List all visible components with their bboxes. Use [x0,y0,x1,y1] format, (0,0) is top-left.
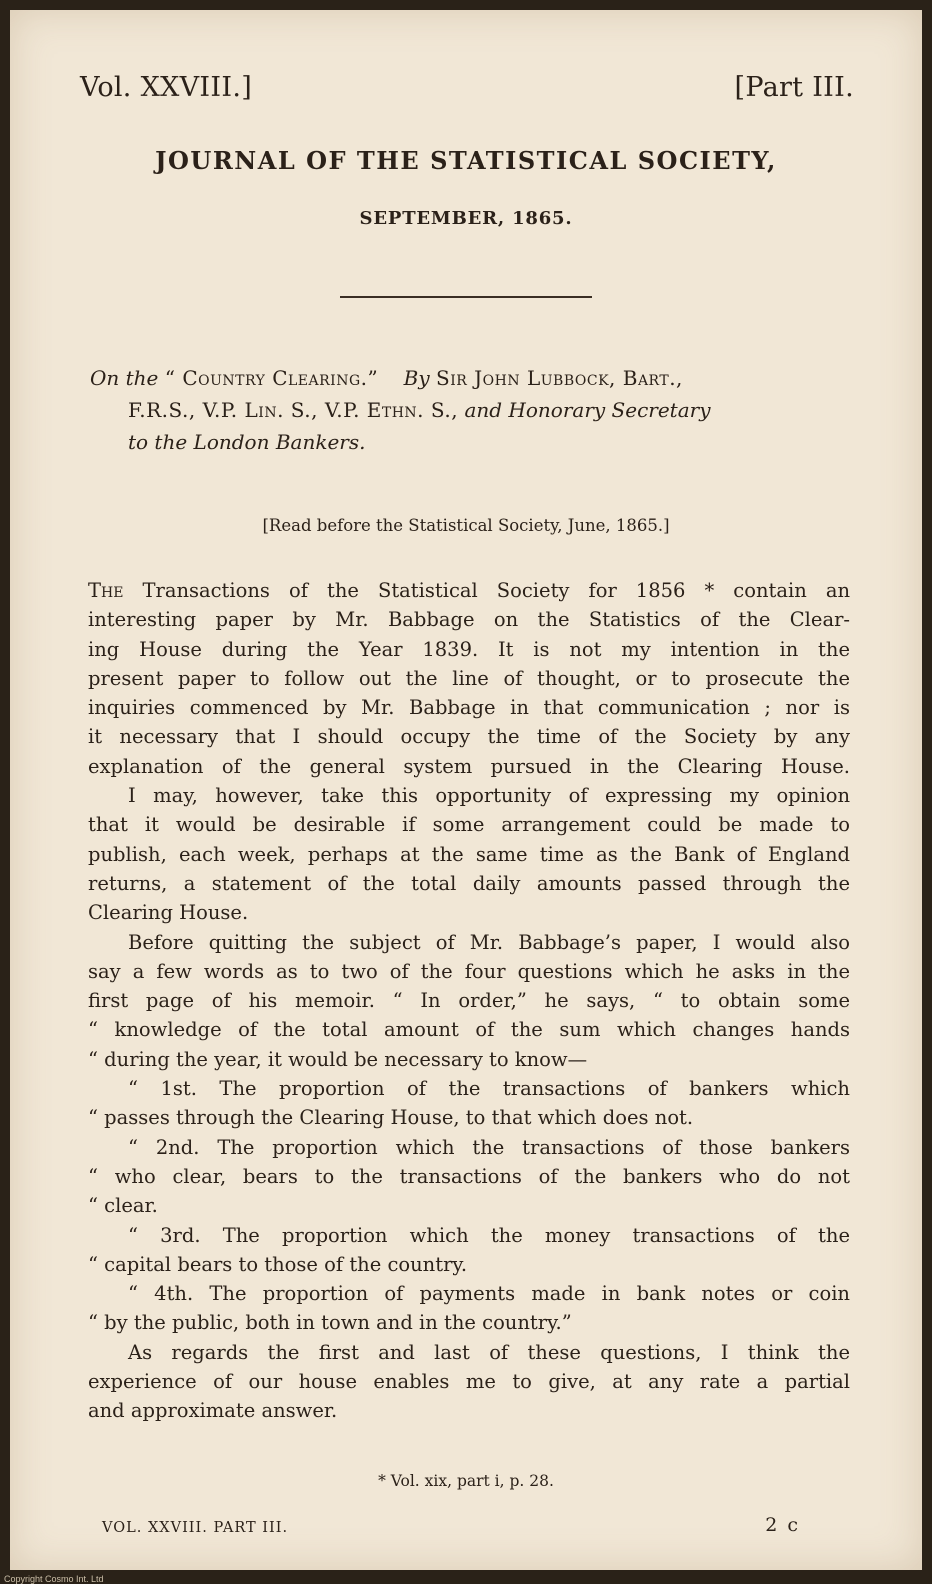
body-line: ing House during the Year 1839. It is not my intention in the [88,637,850,661]
heading-on-the: On the [90,366,159,390]
body-line: say a few words as to two of the four questions which he asks in the [88,959,850,983]
author-name: Sir John Lubbock, Bart., [436,366,683,390]
journal-title: JOURNAL OF THE STATISTICAL SOCIETY, [155,146,777,175]
body-line: inquiries commenced by Mr. Babbage in that communication ; nor is [88,696,850,720]
first-word: The [88,579,124,602]
body-line: “ by the public, both in town and in the country.” [88,1311,572,1335]
page-signature: VOL. XXVIII. PART III. [102,1520,289,1536]
body-line: “ clear. [88,1194,158,1218]
body-line: Clearing House. [88,901,249,925]
body-line: experience of our house enables me to give, at any rate a partial [88,1370,850,1394]
read-note: [Read before the Statistical Society, June, 1865.] [262,516,670,535]
body-line: I may, however, take this opportunity of expressing my opinion [128,784,850,808]
journal-date: SEPTEMBER, 1865. [359,208,573,229]
journal-page [10,10,922,1570]
body-line: “ 2nd. The proportion which the transactions of those bankers [128,1135,850,1159]
volume-header: Vol. XXVIII.] [80,72,253,103]
copyright-notice: Copyright Cosmo Int. Ltd [4,1574,104,1584]
author-role: and Honorary Secretary [464,398,711,422]
signature-code: 2 c [765,1514,800,1536]
body-line: The Transactions of the Statistical Society for 1856 * contain an [88,579,850,602]
body-line: “ 4th. The proportion of payments made in bank notes or coin [128,1282,850,1306]
body-line: publish, each week, perhaps at the same time as the Bank of England [88,842,850,866]
article-heading-line-3: to the London Bankers. [128,430,366,454]
body-line: “ capital bears to those of the country. [88,1252,468,1276]
author-credentials: F.R.S., V.P. Lin. S., V.P. Ethn. S., [128,398,459,422]
article-heading-line-1 [90,362,850,394]
article-heading [90,362,850,458]
footnote: * Vol. xix, part i, p. 28. [378,1472,554,1490]
body-line: “ 3rd. The proportion which the money transactions of the [128,1223,850,1247]
article-body [88,576,850,1426]
body-line: As regards the first and last of these questions, I think the [128,1340,850,1364]
body-line: returns, a statement of the total daily amounts passed through the [88,871,850,895]
article-title: “ Country Clearing.” [164,366,379,390]
body-line: first page of his memoir. “ In order,” he says, “ to obtain some [88,989,850,1013]
body-line: explanation of the general system pursued in the Clearing House. [88,754,850,778]
body-line: “ knowledge of the total amount of the sum which changes hands [88,1018,850,1042]
body-line: interesting paper by Mr. Babbage on the Statistics of the Clear- [88,608,850,632]
body-line: present paper to follow out the line of thought, or to prosecute the [88,666,850,690]
body-line: “ passes through the Clearing House, to that which does not. [88,1106,694,1130]
body-line: “ during the year, it would be necessary to know— [88,1047,588,1071]
body-line: “ who clear, bears to the transactions of the bankers who do not [88,1164,850,1188]
part-header: [Part III. [734,72,854,103]
body-line: that it would be desirable if some arrangement could be made to [88,813,850,837]
article-heading-line-2 [90,394,850,426]
body-line: “ 1st. The proportion of the transactions of bankers which [128,1077,850,1101]
title-rule [340,296,592,298]
body-line: Before quitting the subject of Mr. Babbage’s paper, I would also [128,930,850,954]
heading-by: By [403,366,430,390]
body-line: and approximate answer. [88,1399,338,1423]
body-line: it necessary that I should occupy the time of the Society by any [88,725,850,749]
